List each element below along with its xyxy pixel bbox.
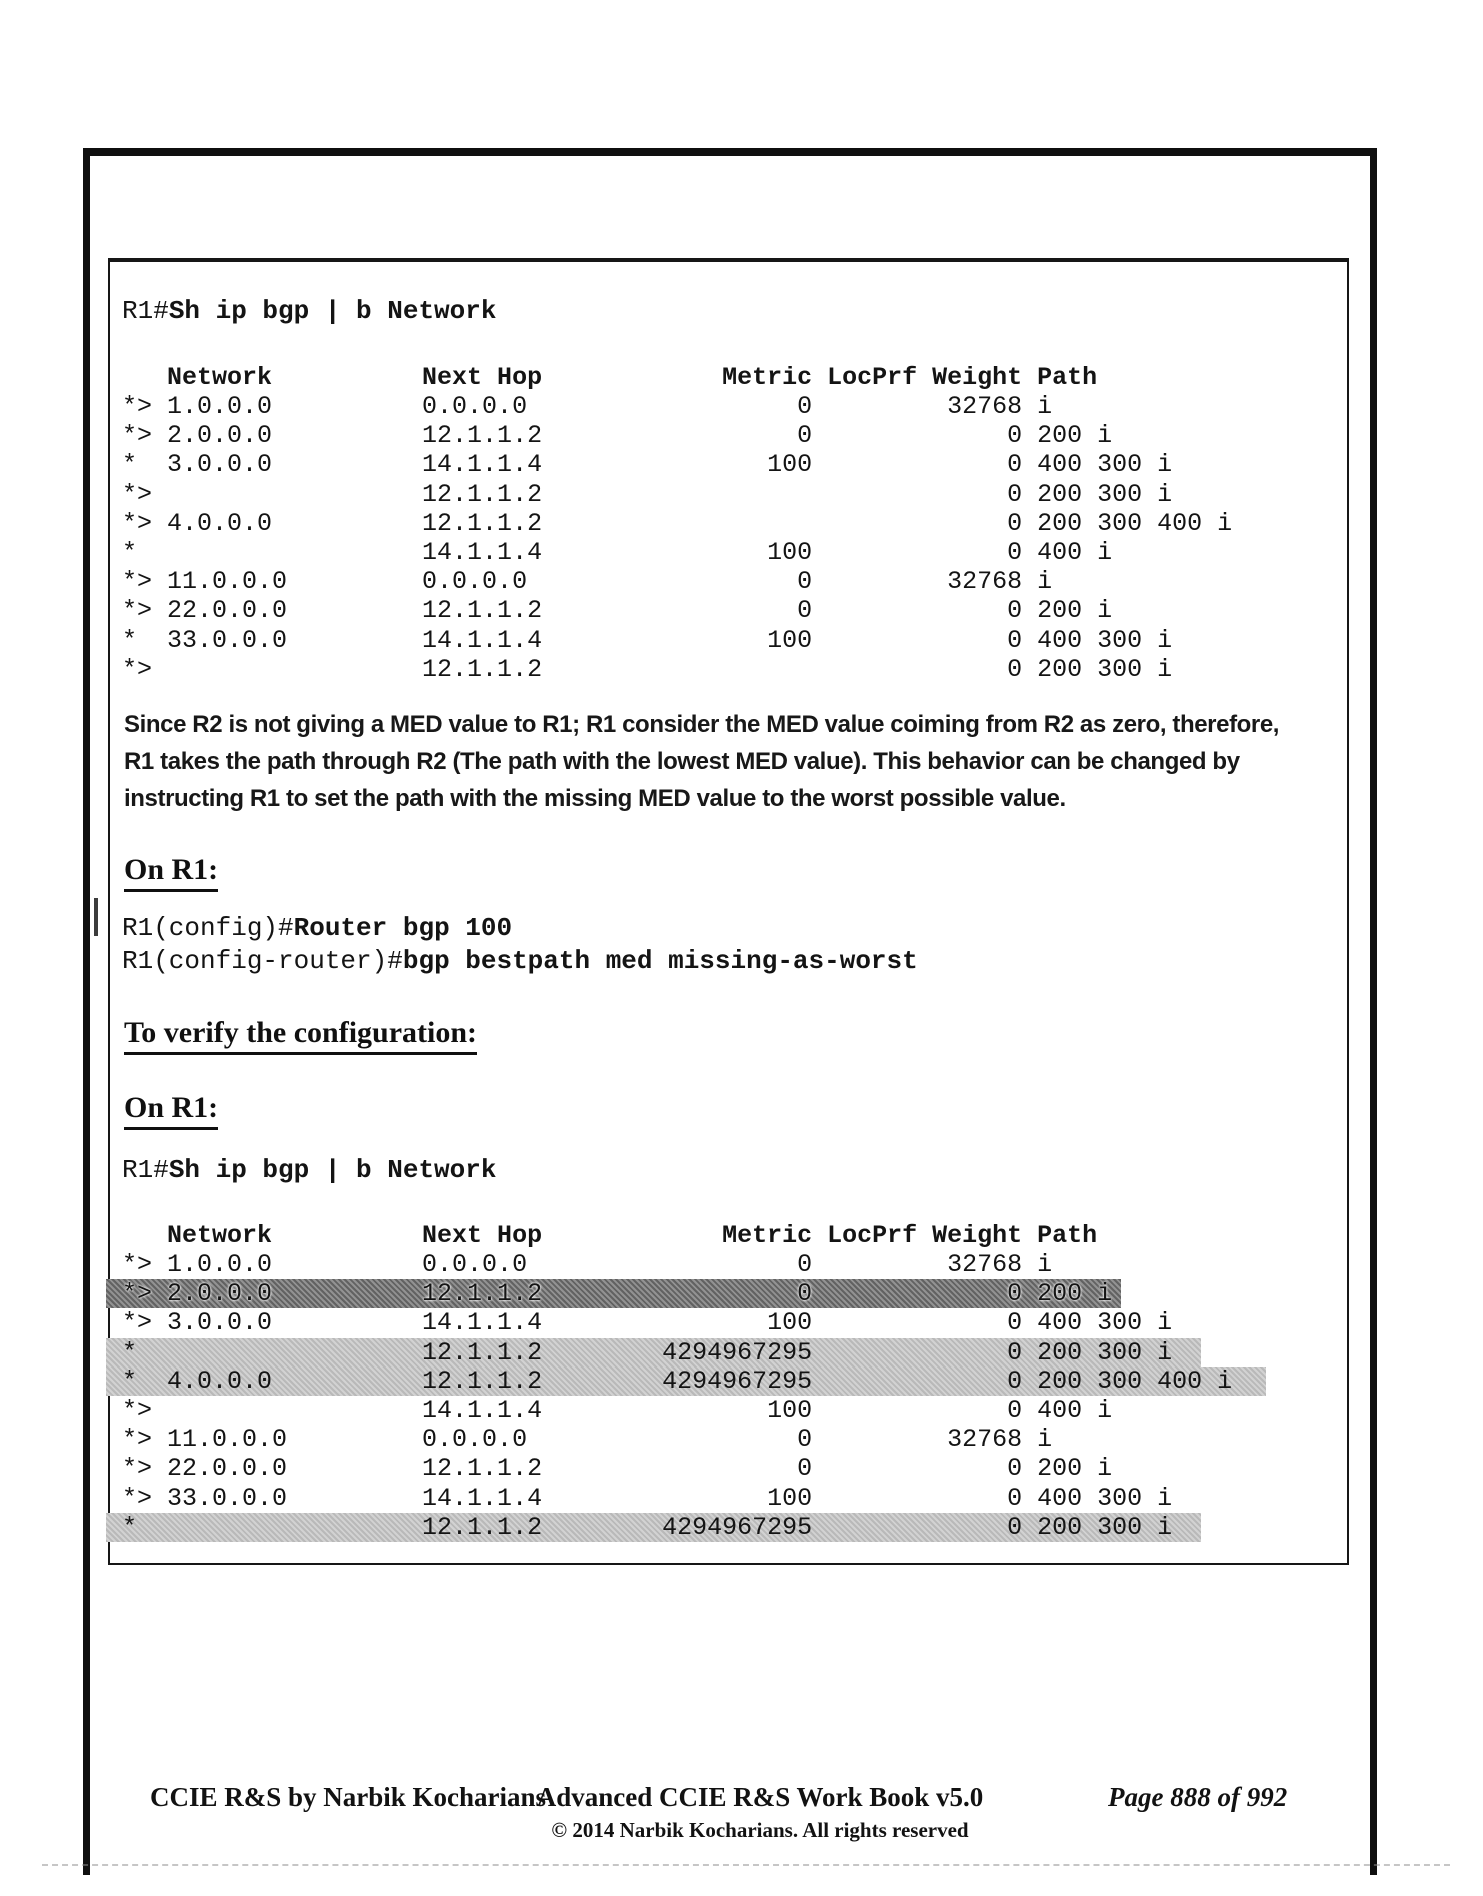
footer-page-number: Page 888 of 992 [1108,1782,1288,1812]
bgp-table1-row: * 14.1.1.4 100 0 400 i [122,538,1113,567]
bgp-table2-row: *> 1.0.0.0 0.0.0.0 0 32768 i [122,1250,1053,1279]
footer-author: CCIE R&S by Narbik Kocharians [150,1782,547,1812]
terminal-output-box [108,258,1349,1565]
bgp-table2-row-highlight-light: * 12.1.1.2 4294967295 0 200 300 i [106,1513,1201,1542]
cli-command-show-bgp-2 [122,1156,496,1185]
bgp-table1-row: *> 11.0.0.0 0.0.0.0 0 32768 i [122,567,1053,596]
bgp-table1-row: * 3.0.0.0 14.1.1.4 100 0 400 300 i [122,450,1173,479]
cli-command-text: Sh ip bgp | b Network [168,296,497,326]
scan-artifact-tick [94,898,98,936]
bgp-table1-row: *> 12.1.1.2 0 200 300 i [122,655,1173,684]
cli-prompt: R1(config)# [122,913,294,943]
footer-book-title-block [420,1782,1100,1843]
cli-command-text: bgp bestpath med missing-as-worst [402,946,918,976]
bgp-table2-header: Network Next Hop Metric LocPrf Weight Path [122,1221,1098,1250]
cli-command-text: Router bgp 100 [293,913,513,943]
bgp-table2-row: *> 22.0.0.0 12.1.1.2 0 0 200 i [122,1454,1113,1483]
bgp-table2-row: *> 14.1.1.4 100 0 400 i [122,1396,1113,1425]
bgp-table1-header: Network Next Hop Metric LocPrf Weight Path [122,363,1098,392]
heading-on-r1-first: On R1: [124,853,218,892]
scan-artifact-bottom-line [42,1864,1450,1866]
heading-verify-configuration: To verify the configuration: [124,1016,477,1055]
bgp-table1-row: *> 12.1.1.2 0 200 300 i [122,480,1173,509]
bgp-table2-row: *> 3.0.0.0 14.1.1.4 100 0 400 300 i [122,1308,1173,1337]
bgp-table2-row-highlight-dark: *> 2.0.0.0 12.1.1.2 0 0 200 i [106,1279,1121,1308]
bgp-table1-row: *> 22.0.0.0 12.1.1.2 0 0 200 i [122,596,1113,625]
bgp-table2-row-highlight-light: * 12.1.1.2 4294967295 0 200 300 i [106,1338,1201,1367]
med-explanation-paragraph [124,706,1334,817]
cli-prompt: R1# [122,1155,169,1185]
bgp-table2-row-highlight-light: * 4.0.0.0 12.1.1.2 4294967295 0 200 300 400 i [106,1367,1266,1396]
paragraph-line: instructing R1 to set the path with the missing MED value to the worst possible value. [124,785,1066,812]
bgp-table1-row: * 33.0.0.0 14.1.1.4 100 0 400 300 i [122,626,1173,655]
footer-book-title: Advanced CCIE R&S Work Book v5.0 [536,1782,984,1812]
bgp-table2-row: *> 33.0.0.0 14.1.1.4 100 0 400 300 i [122,1484,1173,1513]
heading-on-r1-second: On R1: [124,1091,218,1130]
paragraph-line: R1 takes the path through R2 (The path with the lowest MED value). This behavior can be changed by [124,748,1240,775]
footer-copyright: © 2014 Narbik Kocharians. All rights reserved [551,1818,969,1842]
bgp-table1-row: *> 4.0.0.0 12.1.1.2 0 200 300 400 i [122,509,1233,538]
cli-prompt: R1# [122,296,169,326]
cli-config-bestpath-med [122,947,918,976]
cli-command-text: Sh ip bgp | b Network [168,1155,497,1185]
cli-command-show-bgp-1 [122,297,496,326]
bgp-table1-row: *> 2.0.0.0 12.1.1.2 0 0 200 i [122,421,1113,450]
paragraph-line: Since R2 is not giving a MED value to R1; R1 consider the MED value coiming from R2 as zero, therefore, [124,711,1280,738]
cli-prompt: R1(config-router)# [122,946,403,976]
cli-config-router-bgp [122,914,512,943]
bgp-table2-row: *> 11.0.0.0 0.0.0.0 0 32768 i [122,1425,1053,1454]
bgp-table1-row: *> 1.0.0.0 0.0.0.0 0 32768 i [122,392,1053,421]
